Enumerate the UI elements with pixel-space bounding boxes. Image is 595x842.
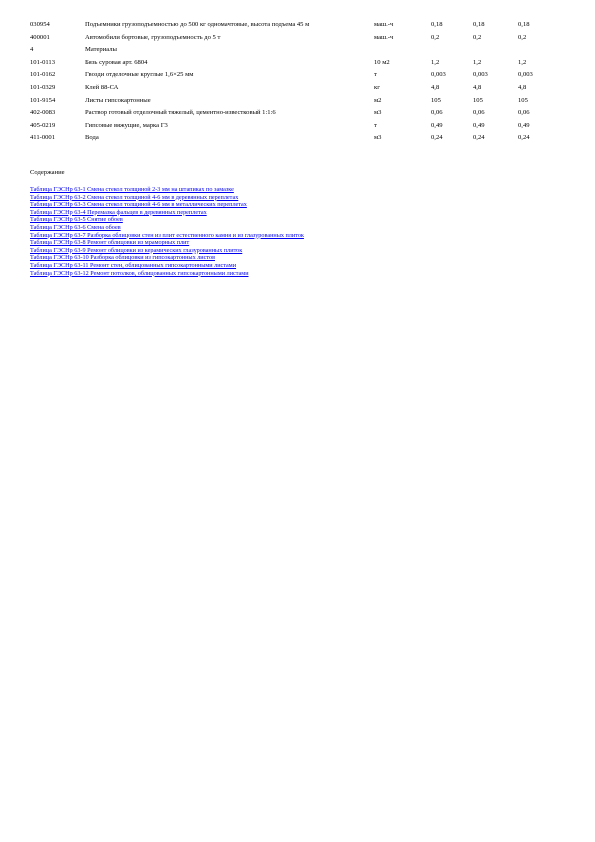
resource-code: 101-0113: [30, 58, 56, 66]
contents-link[interactable]: Таблица ГЭСНр 63-9 Ремонт облицовки из керамических глазурованных плиток: [30, 246, 243, 254]
resource-value-3: 105: [518, 96, 528, 104]
resource-value-3: 0,49: [518, 121, 530, 129]
resource-value-1: 0,06: [431, 109, 443, 117]
resource-value-2: 105: [473, 96, 483, 104]
resource-value-3: 0,06: [518, 109, 530, 117]
resource-unit: м3: [374, 109, 382, 117]
table-row: [30, 46, 550, 59]
list-item: [30, 194, 304, 202]
contents-link[interactable]: Таблица ГЭСНр 63-5 Снятие обоев: [30, 216, 123, 224]
resource-value-1: 105: [431, 96, 441, 104]
resource-value-3: 0,18: [518, 21, 530, 28]
table-row: [30, 122, 550, 135]
resource-unit: т: [374, 71, 377, 79]
contents-link[interactable]: Таблица ГЭСНр 63-10 Разборка облицовки из гипсокартонных листов: [30, 254, 215, 262]
table-row: [30, 71, 550, 84]
resource-code: 400001: [30, 33, 50, 41]
resource-name: Гипсовые вяжущие, марка Г3: [85, 121, 168, 129]
resource-value-1: 4,8: [431, 83, 440, 91]
resource-value-2: 4,8: [473, 83, 482, 91]
resource-name: Автомобили бортовые, грузоподъемность до 5 т: [85, 33, 221, 41]
resource-name: Бязь суровая арт. 6804: [85, 58, 148, 66]
resource-value-3: [518, 46, 550, 59]
contents-link[interactable]: Таблица ГЭСНр 63-11 Ремонт стен, облицованных гипсокартонными листами: [30, 261, 237, 269]
resource-value-1: 0,003: [431, 71, 446, 79]
list-item: [30, 232, 304, 240]
list-item: [30, 209, 304, 217]
resource-unit: 10 м2: [374, 58, 390, 66]
list-item: [30, 270, 304, 278]
contents-link[interactable]: Таблица ГЭСНр 63-1 Смена стекол толщиной 2-3 мм на штапиках по замазке: [30, 186, 234, 193]
resource-value-2: 0,24: [473, 134, 485, 142]
resource-code: 405-0219: [30, 121, 56, 129]
resource-code: 402-0083: [30, 109, 56, 117]
resource-value-3: 0,24: [518, 134, 530, 142]
list-item: [30, 216, 304, 224]
contents-link[interactable]: Таблица ГЭСНр 63-7 Разборка облицовки стен из плит естественного камня и из глазурованных плиток: [30, 231, 304, 239]
list-item: [30, 254, 304, 262]
list-item: [30, 201, 304, 209]
resource-value-2: 0,06: [473, 109, 485, 117]
resource-unit: т: [374, 121, 377, 129]
resource-value-2: 0,003: [473, 71, 488, 79]
resource-value-1: 0,2: [431, 33, 440, 41]
resource-value-2: 0,18: [473, 21, 485, 28]
contents-link[interactable]: Таблица ГЭСНр 63-2 Смена стекол толщиной 4-6 мм в деревянных переплетах: [30, 193, 239, 201]
resource-value-1: 0,49: [431, 121, 443, 129]
contents-link[interactable]: Таблица ГЭСНр 63-4 Перемазка фальцев в деревянных переплетах: [30, 208, 207, 216]
resource-name: Листы гипсокартонные: [85, 96, 151, 104]
list-item: [30, 186, 304, 194]
contents-link[interactable]: Таблица ГЭСНр 63-12 Ремонт потолков, облицованных гипсокартонными листами: [30, 269, 249, 277]
contents-list: [30, 186, 304, 277]
resource-code: 101-9154: [30, 96, 56, 104]
resource-unit: маш.-ч: [374, 33, 394, 41]
resource-value-1: 0,18: [431, 21, 443, 28]
resource-name: Раствор готовый отделочный тяжелый, цементно-известковый 1:1:6: [85, 109, 276, 117]
resource-name: Гвозди отделочные круглые 1,6×25 мм: [85, 71, 194, 79]
resource-unit: м2: [374, 96, 382, 104]
resource-code: 101-0162: [30, 71, 56, 79]
contents-link[interactable]: Таблица ГЭСНр 63-8 Ремонт облицовки из мраморных плит: [30, 239, 190, 247]
resource-value-2: 0,2: [473, 33, 482, 41]
resource-code: 4: [30, 46, 34, 54]
resource-value-1: 0,24: [431, 134, 443, 142]
resource-value-3: 0,2: [518, 33, 527, 41]
resource-name: Материалы: [85, 46, 117, 54]
table-row: [30, 59, 550, 72]
resource-value-1: [431, 46, 473, 59]
list-item: [30, 224, 304, 232]
resource-value-3: 1,2: [518, 58, 527, 66]
resource-code: 411-0001: [30, 134, 56, 142]
resource-value-3: 0,003: [518, 71, 533, 79]
resource-value-2: 0,49: [473, 121, 485, 129]
resource-value-2: [473, 46, 518, 59]
list-item: [30, 247, 304, 255]
table-row: [30, 34, 550, 47]
contents-link[interactable]: Таблица ГЭСНр 63-6 Смена обоев: [30, 223, 121, 231]
list-item: [30, 262, 304, 270]
table-row: [30, 84, 550, 97]
contents-heading: Содержание: [30, 169, 65, 176]
resource-unit: м3: [374, 134, 382, 142]
resource-value-2: 1,2: [473, 58, 482, 66]
resource-unit: [374, 46, 431, 59]
table-row: [30, 21, 550, 34]
table-row: [30, 97, 550, 110]
resource-name: Подъемники грузоподъемностью до 500 кг одномачтовые, высота подъема 45 м: [85, 21, 310, 28]
resource-code: 030954: [30, 21, 50, 28]
table-row: [30, 109, 550, 122]
resource-unit: маш.-ч: [374, 21, 394, 28]
resource-value-3: 4,8: [518, 83, 527, 91]
table-row: [30, 134, 550, 147]
resource-unit: кг: [374, 83, 380, 91]
contents-link[interactable]: Таблица ГЭСНр 63-3 Смена стекол толщиной 4-6 мм в металлических переплетах: [30, 201, 247, 209]
resource-name: Клей 88-СА: [85, 83, 119, 91]
resource-code: 101-0329: [30, 83, 56, 91]
list-item: [30, 239, 304, 247]
resource-name: Вода: [85, 134, 99, 142]
resources-table: [30, 21, 550, 147]
resource-value-1: 1,2: [431, 58, 440, 66]
